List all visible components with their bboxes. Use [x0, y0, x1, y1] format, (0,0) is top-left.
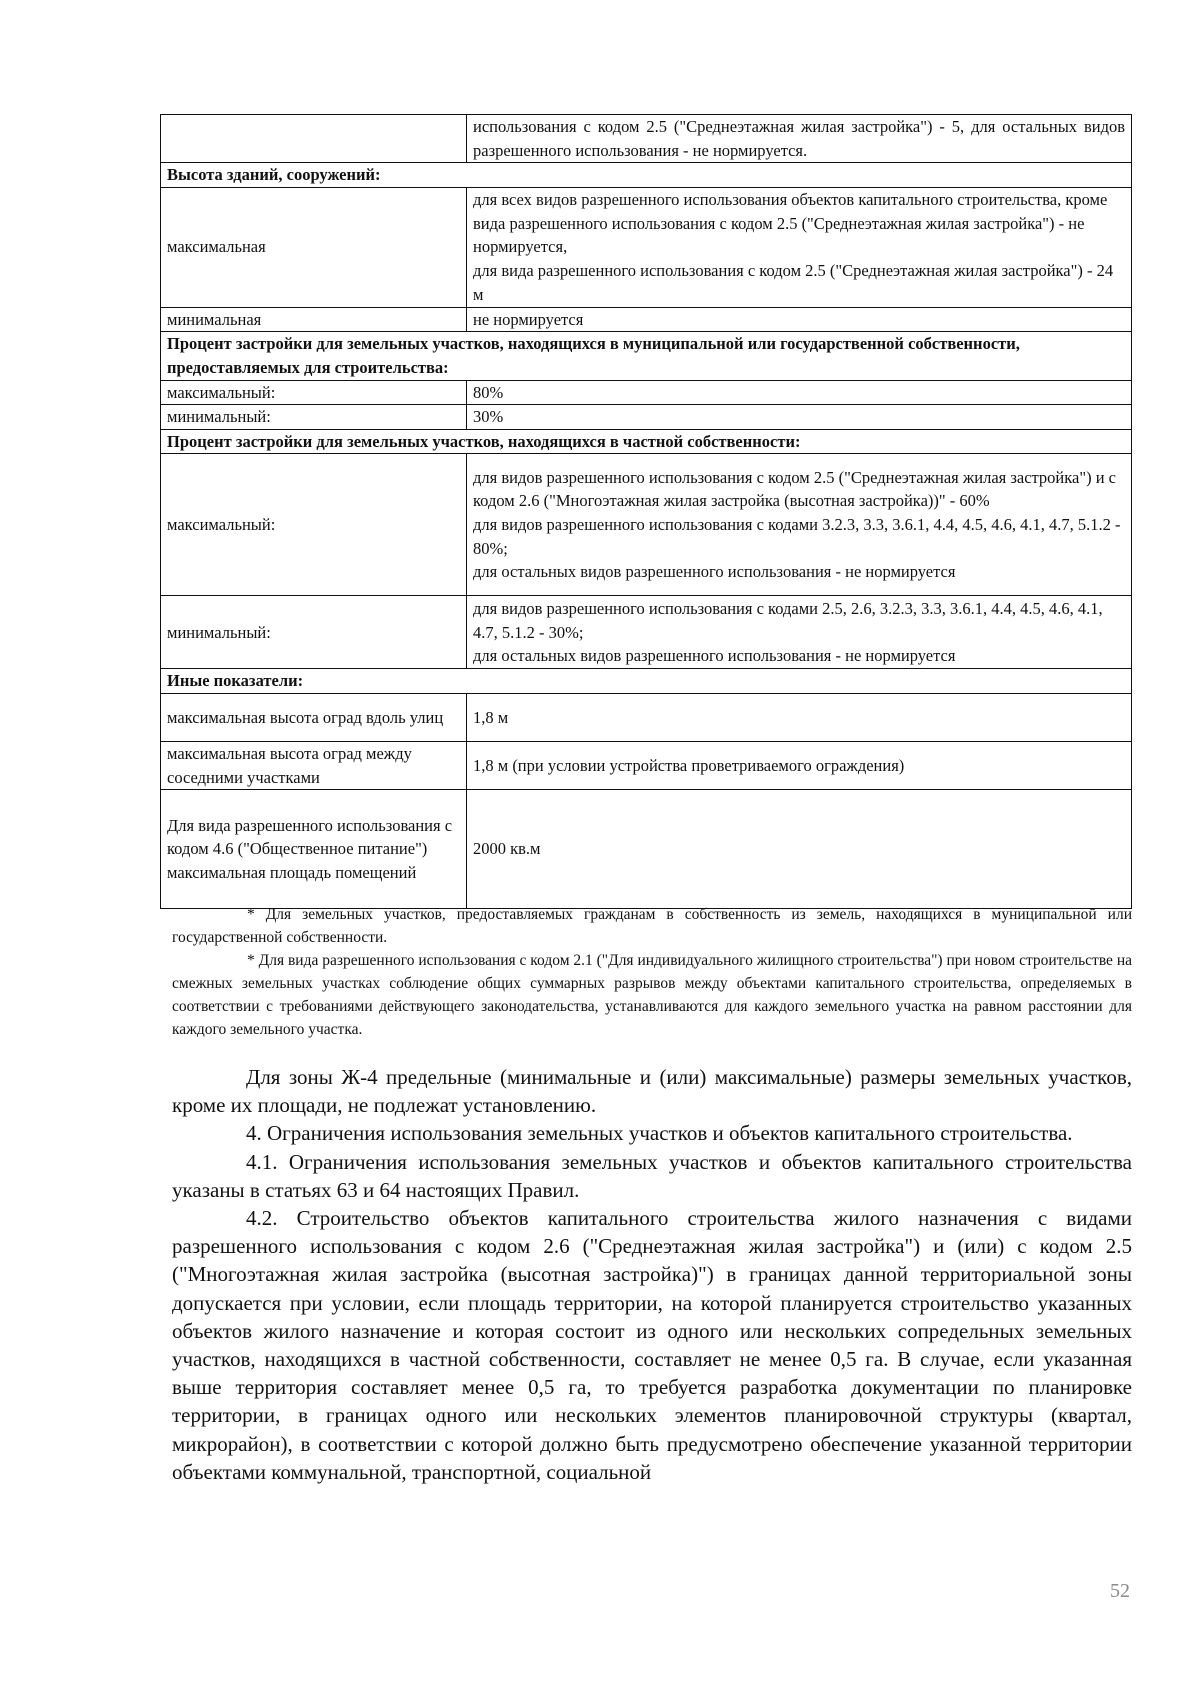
row-value: не нормируется: [467, 307, 1132, 332]
paragraph: Для зоны Ж-4 предельные (минимальные и (или) максимальные) размеры земельных участков, кроме их площади, не подлежат установлению.: [172, 1065, 1132, 1118]
table-row: [161, 454, 1132, 596]
value-line: для видов разрешенного использования с кодами 3.2.3, 3.3, 3.6.1, 4.4, 4.5, 4.6, 4.1, 4.7, 5.1.2 - 80%;: [473, 515, 1121, 558]
row-label: минимальная: [161, 307, 467, 332]
table-row: [161, 741, 1132, 789]
table-row: [161, 307, 1132, 332]
paragraph: 4.1. Ограничения использования земельных участков и объектов капитального строительства указаны в статьях 63 и 64 настоящих Правил.: [172, 1149, 1132, 1202]
row-label: Для вида разрешенного использования с кодом 4.6 ("Общественное питание") максимальная площадь помещений: [161, 790, 467, 909]
row-label: минимальный:: [161, 596, 467, 669]
table-row: [161, 693, 1132, 741]
row-label: минимальный:: [161, 405, 467, 430]
footnote: * Для земельных участков, предоставляемых гражданам в собственность из земель, находящихся в муниципальной или государственной собственности.: [172, 906, 1132, 946]
value-line: для вида разрешенного использования с кодом 2.5 ("Среднеэтажная жилая застройка") - 24 м: [473, 261, 1114, 304]
value-line: для всех видов разрешенного использования объектов капитального строительства, кроме вида разрешенного использования с кодом 2.5 ("Среднеэтажная жилая застройка") - не нормируется,: [473, 190, 1108, 257]
body-text: [172, 1063, 1132, 1486]
row-value: 2000 кв.м: [467, 790, 1132, 909]
row-value: [467, 187, 1132, 307]
row-label: максимальная: [161, 187, 467, 307]
table-row: [161, 115, 1132, 163]
private-section-header: Процент застройки для земельных участков, находящихся в частной собственности:: [161, 429, 1132, 454]
row-label: максимальный:: [161, 454, 467, 596]
section-header-row: [161, 429, 1132, 454]
section-header-row: [161, 669, 1132, 694]
table-row: [161, 596, 1132, 669]
section-header-row: [161, 332, 1132, 380]
row-label: максимальная высота оград между соседними участками: [161, 741, 467, 789]
table-row: [161, 380, 1132, 405]
value-line: для остальных видов разрешенного использования - не нормируется: [473, 562, 956, 582]
value-line: для видов разрешенного использования с кодом 2.5 ("Среднеэтажная жилая застройка") и с кодом 2.6 ("Многоэтажная жилая застройка (высотная застройка))" - 60%: [473, 467, 1116, 511]
row-value: 30%: [467, 405, 1132, 430]
value-line: для остальных видов разрешенного использования - не нормируется: [473, 646, 956, 666]
table-cell: [161, 115, 467, 163]
table-cell: использования с кодом 2.5 ("Среднеэтажная жилая застройка") - 5, для остальных видов разрешенного использования - не нормируется.: [467, 115, 1132, 163]
section-header-row: [161, 163, 1132, 188]
zoning-parameters-table: [160, 114, 1132, 909]
table-row: [161, 405, 1132, 430]
municipal-section-header: Процент застройки для земельных участков, находящихся в муниципальной или государственной собственности, предоставляемых для строительства:: [161, 332, 1132, 380]
row-label: максимальная высота оград вдоль улиц: [161, 693, 467, 741]
table-row: [161, 187, 1132, 307]
row-value: 1,8 м: [467, 693, 1132, 741]
row-value: [467, 596, 1132, 669]
row-label: максимальный:: [161, 380, 467, 405]
table-row: [161, 790, 1132, 909]
row-value: [467, 454, 1132, 596]
page-number: 52: [1110, 1580, 1130, 1602]
value-line: для видов разрешенного использования с кодами 2.5, 2.6, 3.2.3, 3.3, 3.6.1, 4.4, 4.5, 4.6, 4.1, 4.7, 5.1.2 - 30%;: [473, 598, 1103, 642]
height-section-header: Высота зданий, сооружений:: [161, 163, 1132, 188]
paragraph: 4. Ограничения использования земельных участков и объектов капитального строительства.: [246, 1121, 1073, 1146]
footnotes: [172, 903, 1132, 1041]
row-value: 80%: [467, 380, 1132, 405]
paragraph: 4.2. Строительство объектов капитального строительства жилого назначения с видами разрешенного использования с кодом 2.6 ("Среднеэтажная жилая застройка") и (или) с кодом 2.5 ("Многоэтажная жилая застройка (высотная застройка)") в границах данной территориальной зоны допускается при условии, если площадь территории, на которой планируется строительство указанных объектов жилого назначение и которая состоит из одного или нескольких сопредельных земельных участков, находящихся в частной собственности, составляет не менее 0,5 га. В случае, если указанная выше территория составляет менее 0,5 га, то требуется разработка документации по планировке территории, в границах одного или нескольких элементов планировочной структуры (квартал, микрорайон), в соответствии с которой должно быть предусмотрено обеспечение указанной территории объектами коммунальной, транспортной, социальной: [172, 1206, 1132, 1484]
row-value: 1,8 м (при условии устройства проветриваемого ограждения): [467, 741, 1132, 789]
other-section-header: Иные показатели:: [161, 669, 1132, 694]
footnote: * Для вида разрешенного использования с кодом 2.1 ("Для индивидуального жилищного строительства") при новом строительстве на смежных земельных участках соблюдение общих суммарных разрывов между объектами капитального строительства, определяемых в соответствии с требованиями действующего законодательства, устанавливаются для каждого земельного участка на равном расстоянии для каждого земельного участка.: [172, 952, 1132, 1038]
